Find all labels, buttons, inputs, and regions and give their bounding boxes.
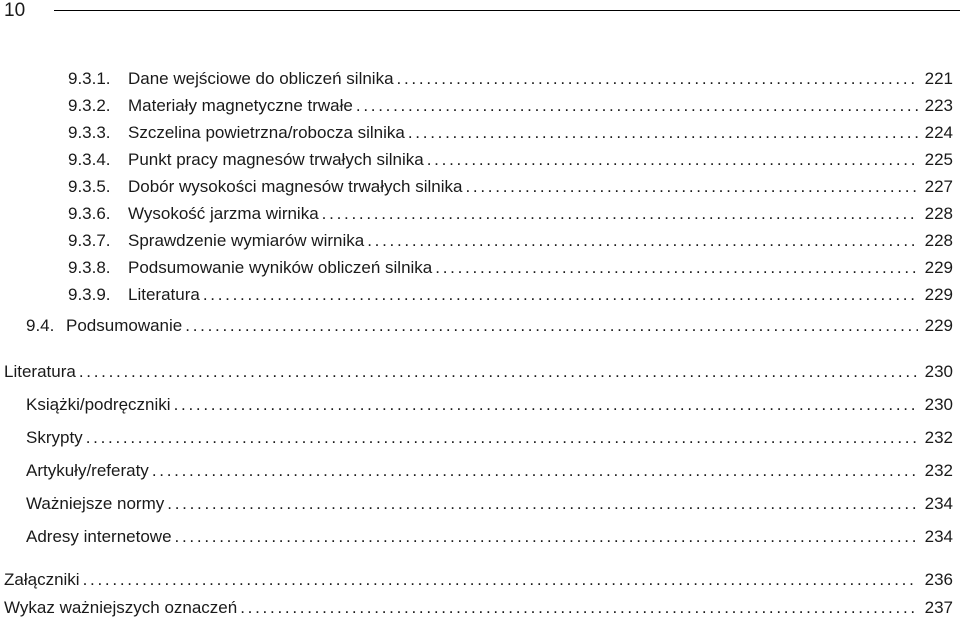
toc-entry-page: 224 (924, 123, 953, 142)
toc-entry-title: Wysokość jarzma wirnika (128, 204, 319, 223)
toc-entry[interactable] (68, 203, 953, 225)
toc-entry-number: 9.3.2. (68, 96, 111, 115)
dot-leader (356, 95, 918, 117)
toc-entry-title: Skrypty (26, 428, 83, 447)
toc-entry-number: 9.4. (26, 316, 55, 335)
toc-entry-page: 229 (924, 285, 953, 304)
dot-leader (240, 597, 918, 619)
toc-entry-page: 227 (924, 177, 953, 196)
toc-entry-number: 9.3.7. (68, 231, 111, 250)
toc-entry-number: 9.3.5. (68, 177, 111, 196)
dot-leader (408, 122, 918, 144)
toc-entry[interactable] (68, 230, 953, 252)
toc-entry-number: 9.3.1. (68, 69, 111, 88)
toc-entry-title: Artykuły/referaty (26, 461, 149, 480)
toc-entry[interactable] (68, 284, 953, 306)
toc-entry-title: Sprawdzenie wymiarów wirnika (128, 231, 365, 250)
toc-entry-page: 228 (924, 231, 953, 250)
toc-entry[interactable] (26, 460, 953, 482)
toc-entry[interactable] (68, 149, 953, 171)
toc-entry-page: 225 (924, 150, 953, 169)
toc-entry-number: 9.3.4. (68, 150, 111, 169)
toc-entry-title: Adresy internetowe (26, 527, 172, 546)
dot-leader (465, 176, 918, 198)
page-number: 10 (4, 0, 26, 21)
toc-entry-title: Podsumowanie wyników obliczeń silnika (128, 258, 433, 277)
toc-entry[interactable] (68, 122, 953, 144)
toc-entry-number: 9.3.9. (68, 285, 111, 304)
toc-entry-page: 229 (924, 316, 953, 335)
toc-entry-title: Ważniejsze normy (26, 494, 165, 513)
toc-entry-page: 230 (924, 395, 953, 414)
dot-leader (203, 284, 918, 306)
dot-leader (185, 315, 918, 337)
toc-entry-title: Szczelina powietrzna/robocza silnika (128, 123, 405, 142)
toc-entry-page: 221 (924, 69, 953, 88)
toc-entry-page: 232 (924, 461, 953, 480)
toc-entry-title: Materiały magnetyczne trwałe (128, 96, 353, 115)
toc-entry-title: Punkt pracy magnesów trwałych silnika (128, 150, 424, 169)
toc-entry-title: Podsumowanie (66, 316, 183, 335)
dot-leader (174, 394, 918, 416)
toc-entry-number: 9.3.3. (68, 123, 111, 142)
toc-entry[interactable] (26, 394, 953, 416)
toc-entry[interactable] (68, 176, 953, 198)
dot-leader (167, 493, 918, 515)
toc-entry-page: 229 (924, 258, 953, 277)
toc-entry-number: 9.3.8. (68, 258, 111, 277)
dot-leader (435, 257, 918, 279)
dot-leader (152, 460, 918, 482)
dot-leader (79, 361, 918, 383)
toc-entry[interactable] (4, 569, 953, 591)
toc-entry-page: 234 (924, 527, 953, 546)
toc-entry-page: 236 (924, 570, 953, 589)
toc-entry-title: Dobór wysokości magnesów trwałych silnika (128, 177, 463, 196)
toc-entry-title: Książki/podręczniki (26, 395, 171, 414)
dot-leader (83, 569, 918, 591)
toc-entry[interactable] (26, 427, 953, 449)
toc-entry[interactable] (68, 68, 953, 90)
toc-entry-page: 237 (924, 598, 953, 617)
toc-entry[interactable] (26, 315, 953, 337)
toc-entry-number: 9.3.6. (68, 204, 111, 223)
dot-leader (322, 203, 918, 225)
dot-leader (397, 68, 918, 90)
toc-entry[interactable] (4, 361, 953, 383)
toc-entry[interactable] (68, 95, 953, 117)
toc-entry-page: 228 (924, 204, 953, 223)
toc-entry-page: 234 (924, 494, 953, 513)
toc-entry-page: 223 (924, 96, 953, 115)
toc-entry-title: Literatura (128, 285, 200, 304)
toc-entry[interactable] (26, 526, 953, 548)
dot-leader (175, 526, 918, 548)
dot-leader (86, 427, 918, 449)
toc-entry-page: 232 (924, 428, 953, 447)
toc-entry[interactable] (26, 493, 953, 515)
dot-leader (367, 230, 918, 252)
dot-leader (427, 149, 918, 171)
toc-entry[interactable] (4, 597, 953, 619)
toc-entry-title: Dane wejściowe do obliczeń silnika (128, 69, 394, 88)
toc-entry-title: Literatura (4, 362, 76, 381)
toc-entry-title: Wykaz ważniejszych oznaczeń (4, 598, 238, 617)
toc-entry[interactable] (68, 257, 953, 279)
toc-entry-title: Załączniki (4, 570, 80, 589)
header-rule (54, 10, 960, 11)
toc-entry-page: 230 (924, 362, 953, 381)
